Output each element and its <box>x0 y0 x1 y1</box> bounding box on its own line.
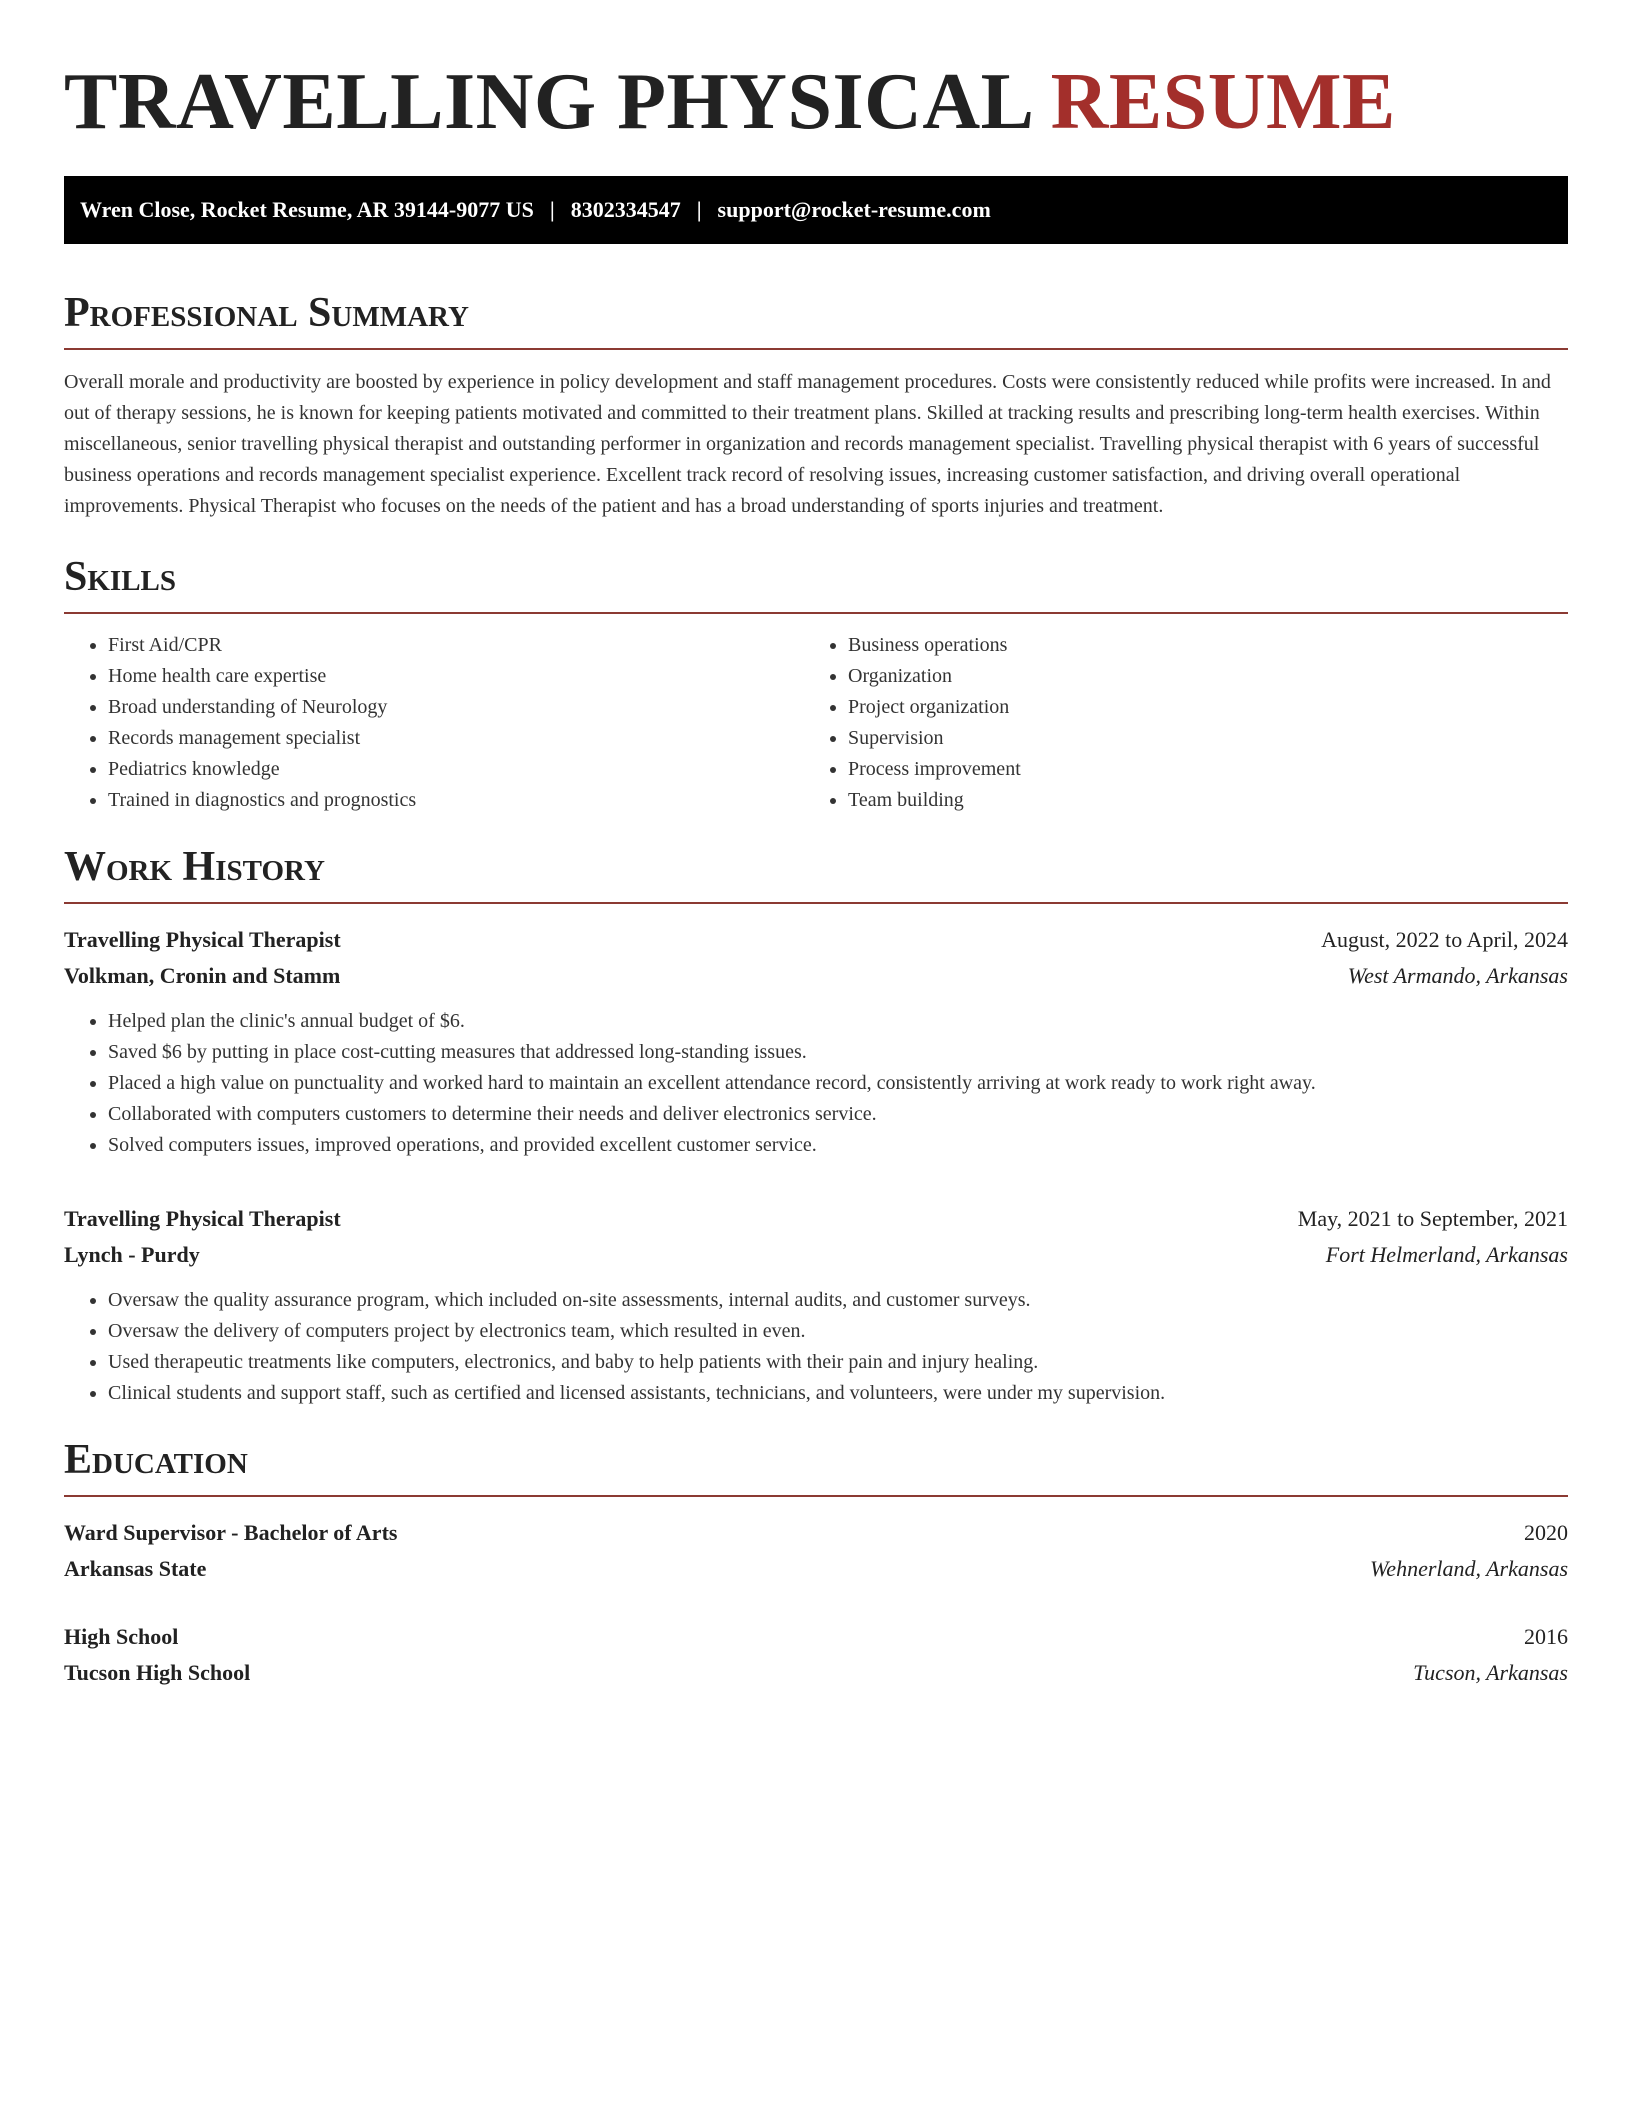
skills-column-left <box>64 630 804 816</box>
skill-item: • First Aid/CPR <box>108 630 804 661</box>
education-degree-row <box>64 1515 1568 1551</box>
education-school-row <box>64 1551 1568 1587</box>
job-header-row <box>64 1201 1568 1237</box>
education-year: 2020 <box>1524 1520 1568 1545</box>
job-entry <box>64 1201 1568 1409</box>
contact-email: support@rocket-resume.com <box>717 197 991 222</box>
job-company: Volkman, Cronin and Stamm <box>64 963 341 988</box>
job-bullet: • Used therapeutic treatments like computers, electronics, and baby to help patients with their pain and injury healing. <box>108 1347 1568 1378</box>
job-location: West Armando, Arkansas <box>1347 963 1568 988</box>
education-school-row <box>64 1655 1568 1691</box>
skills-column-right <box>804 630 1544 816</box>
skill-item: • Business operations <box>848 630 1544 661</box>
education-heading: Education <box>64 1435 1568 1497</box>
contact-separator: | <box>696 197 702 222</box>
resume-page <box>64 0 1568 1691</box>
job-bullet: • Solved computers issues, improved operations, and provided excellent customer service. <box>108 1130 1568 1161</box>
contact-address: Wren Close, Rocket Resume, AR 39144-9077 US <box>80 197 534 222</box>
education-entry <box>64 1515 1568 1587</box>
job-bullet: • Clinical students and support staff, such as certified and licensed assistants, technicians, and volunteers, were under my supervision. <box>108 1378 1568 1409</box>
job-bullet: • Saved $6 by putting in place cost-cutting measures that addressed long-standing issues. <box>108 1037 1568 1068</box>
education-degree-row <box>64 1619 1568 1655</box>
title-main: TRAVELLING PHYSICAL <box>64 58 1031 146</box>
job-bullet: • Helped plan the clinic's annual budget of $6. <box>108 1006 1568 1037</box>
job-title: Travelling Physical Therapist <box>64 1206 341 1231</box>
skill-item: • Process improvement <box>848 754 1544 785</box>
skills-list <box>64 630 1568 816</box>
education-school: Arkansas State <box>64 1556 207 1581</box>
job-bullets <box>64 1285 1568 1409</box>
education-location: Tucson, Arkansas <box>1413 1660 1568 1685</box>
job-header-row <box>64 922 1568 958</box>
skill-item: • Records management specialist <box>108 723 804 754</box>
education-degree: Ward Supervisor - Bachelor of Arts <box>64 1520 398 1545</box>
job-company: Lynch - Purdy <box>64 1242 200 1267</box>
skill-item: • Organization <box>848 661 1544 692</box>
job-entry <box>64 922 1568 1161</box>
work-history-heading: Work History <box>64 842 1568 904</box>
summary-heading: Professional Summary <box>64 288 1568 350</box>
skill-item: • Team building <box>848 785 1544 816</box>
job-dates: August, 2022 to April, 2024 <box>1321 927 1568 952</box>
job-location: Fort Helmerland, Arkansas <box>1325 1242 1568 1267</box>
title-accent: RESUME <box>1050 58 1396 146</box>
skill-item: • Pediatrics knowledge <box>108 754 804 785</box>
skills-heading: Skills <box>64 552 1568 614</box>
summary-text: Overall morale and productivity are boosted by experience in policy development and staff management procedures. Costs were consistently reduced while profits were increased. In and out of therapy sessions, he is known for keeping patients motivated and committed to their treatment plans. Skilled at tracking results and prescribing long-term health exercises. Within miscellaneous, senior travelling physical therapist and outstanding performer in organization and records management specialist. Travelling physical therapist with 6 years of successful business operations and records management specialist experience. Excellent track record of resolving issues, increasing customer satisfaction, and driving overall operational improvements. Physical Therapist who focuses on the needs of the patient and has a broad understanding of sports injuries and treatment. <box>64 371 1551 517</box>
contact-separator: | <box>549 197 555 222</box>
job-company-row <box>64 958 1568 994</box>
skill-item: • Trained in diagnostics and prognostics <box>108 785 804 816</box>
education-entry <box>64 1619 1568 1691</box>
job-title: Travelling Physical Therapist <box>64 927 341 952</box>
job-bullets <box>64 1006 1568 1161</box>
job-bullet: • Placed a high value on punctuality and worked hard to maintain an excellent attendance record, consistently arriving at work ready to work right away. <box>108 1068 1568 1099</box>
skill-item: • Home health care expertise <box>108 661 804 692</box>
job-dates: May, 2021 to September, 2021 <box>1297 1206 1568 1231</box>
skill-item: • Supervision <box>848 723 1544 754</box>
job-company-row <box>64 1237 1568 1273</box>
education-school: Tucson High School <box>64 1660 251 1685</box>
job-bullet: • Oversaw the delivery of computers project by electronics team, which resulted in even. <box>108 1316 1568 1347</box>
skill-item: • Broad understanding of Neurology <box>108 692 804 723</box>
job-bullet: • Oversaw the quality assurance program, which included on-site assessments, internal audits, and customer surveys. <box>108 1285 1568 1316</box>
resume-title <box>64 0 1568 146</box>
contact-bar <box>64 176 1568 244</box>
skill-item: • Project organization <box>848 692 1544 723</box>
education-year: 2016 <box>1524 1624 1568 1649</box>
education-location: Wehnerland, Arkansas <box>1370 1556 1568 1581</box>
contact-phone: 8302334547 <box>570 197 681 222</box>
education-degree: High School <box>64 1624 179 1649</box>
job-bullet: • Collaborated with computers customers to determine their needs and deliver electronics service. <box>108 1099 1568 1130</box>
